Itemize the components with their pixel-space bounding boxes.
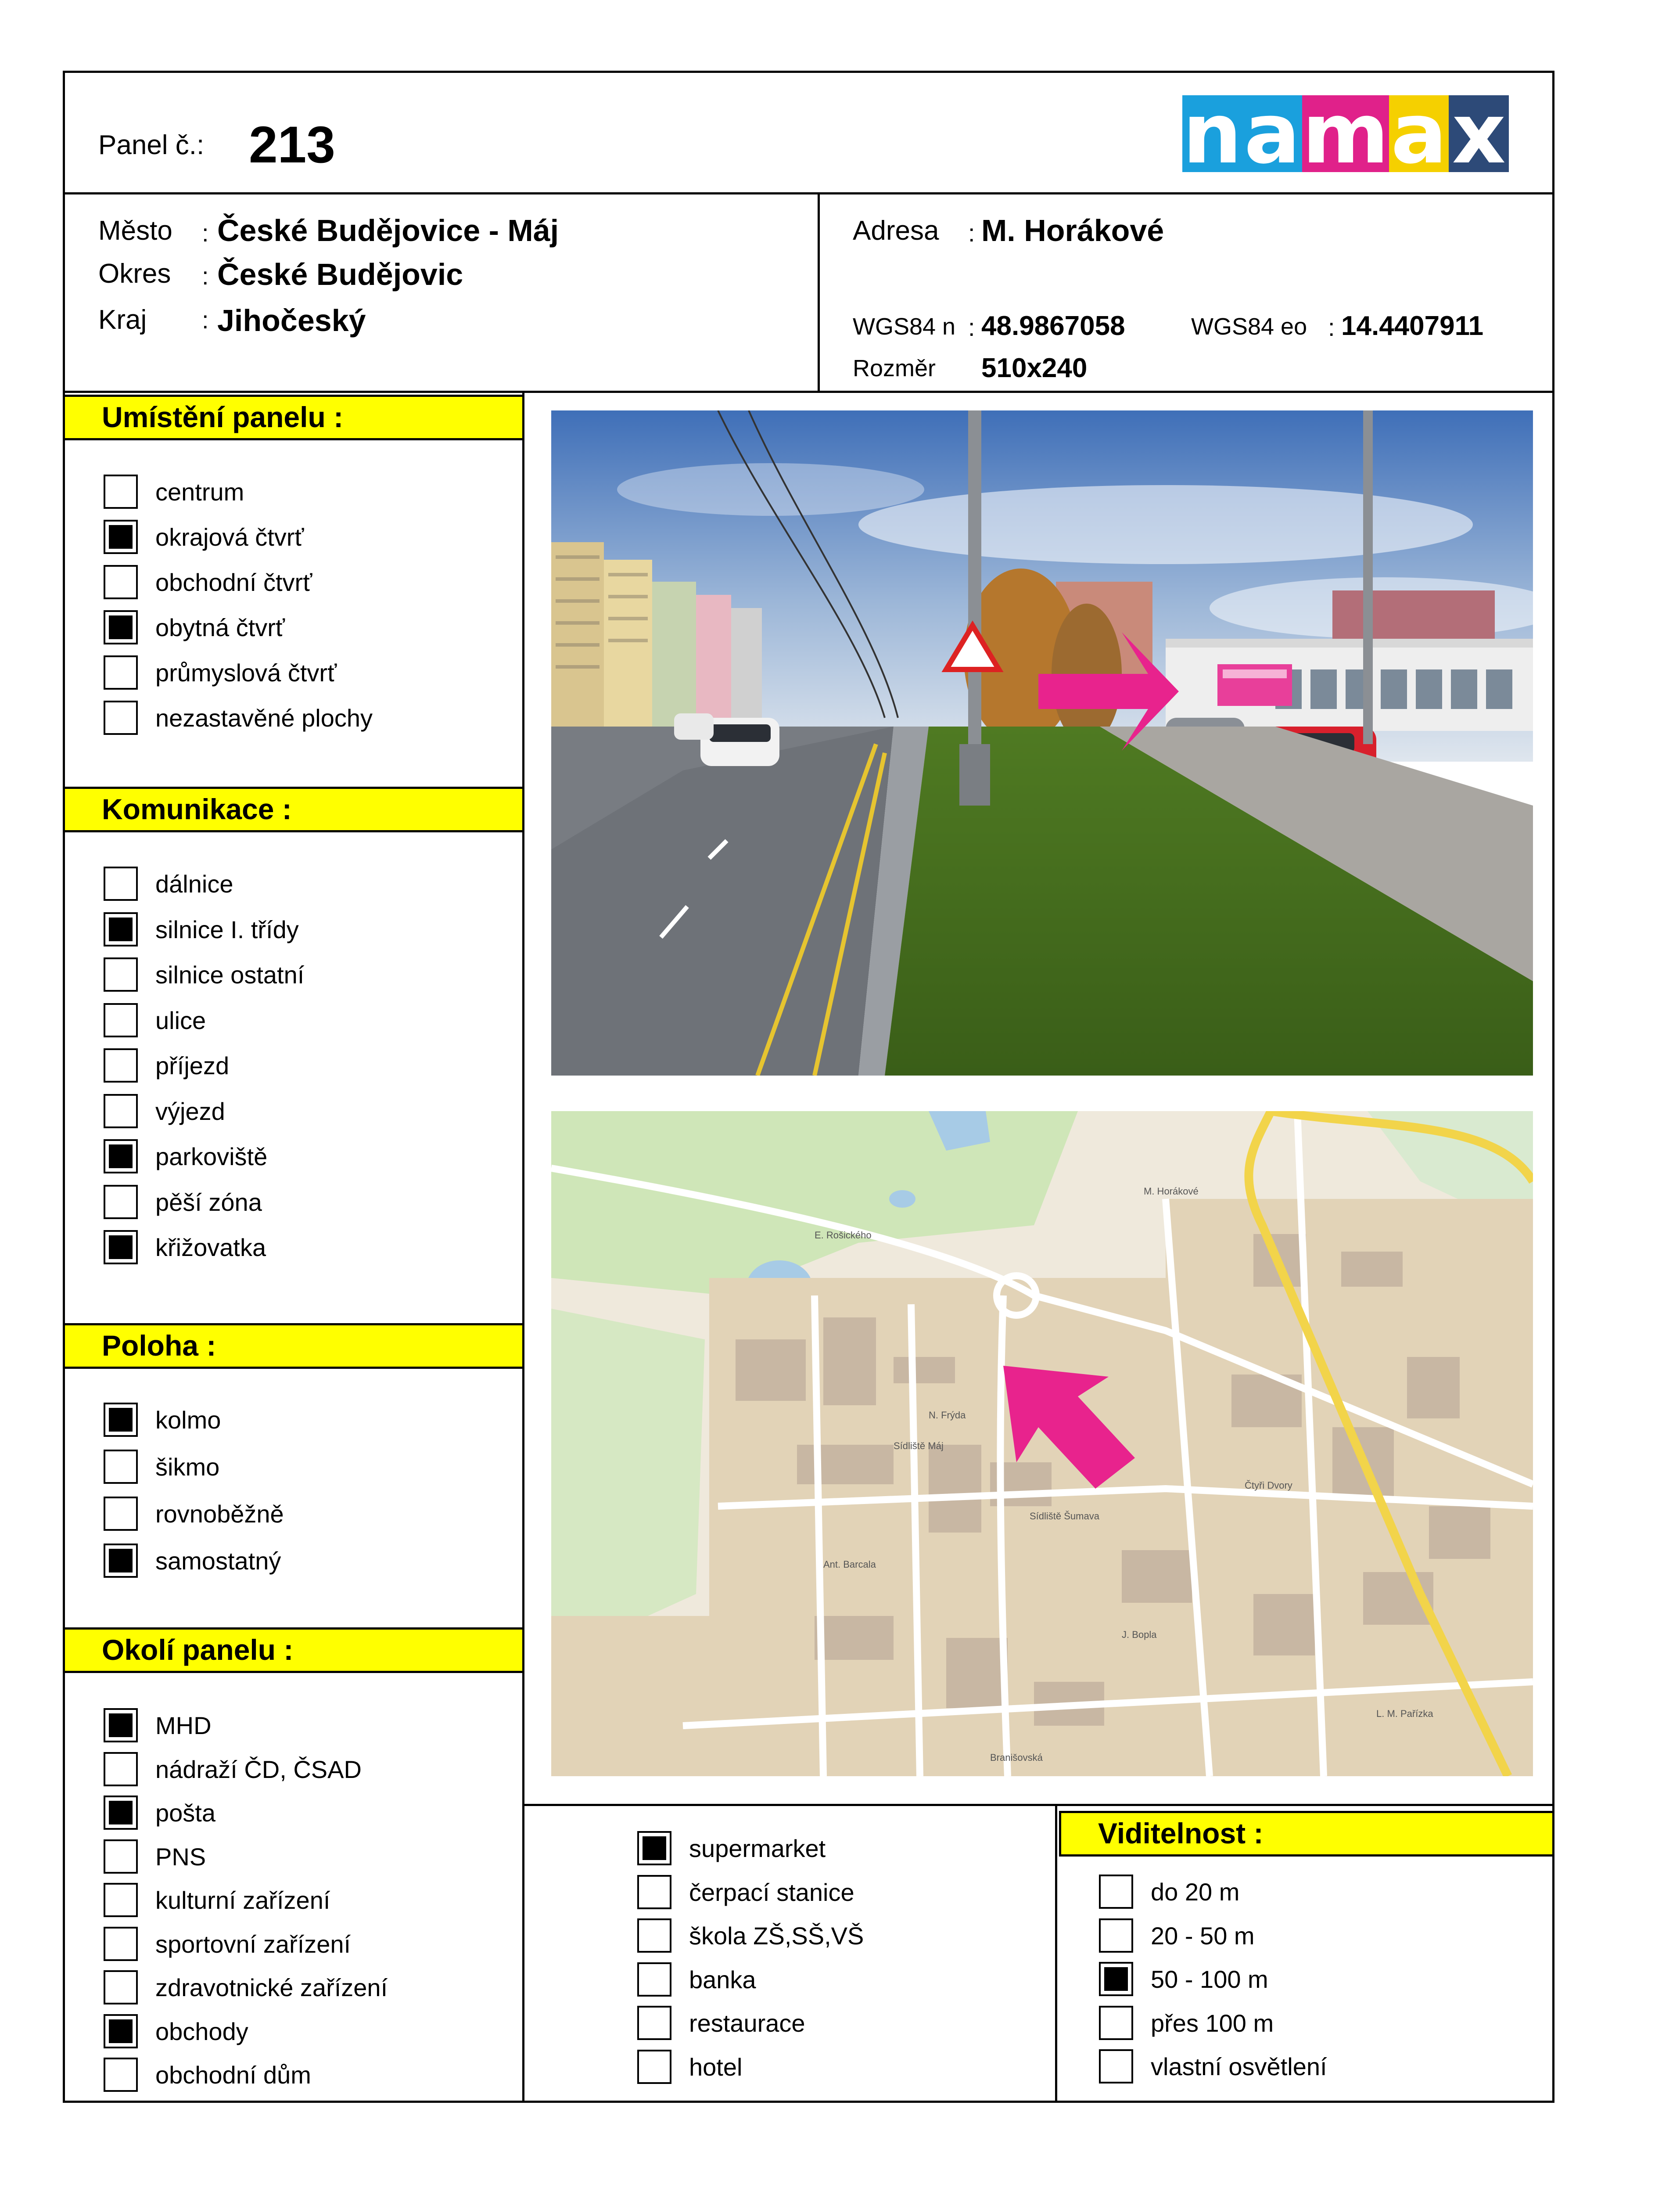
logo-letter: x [1449,95,1509,172]
komunikace-option[interactable] [104,912,299,947]
umisteni-option[interactable] [104,700,373,735]
logo-letter: a [1389,95,1449,172]
option-label: centrum [155,478,244,506]
komunikace-header: Komunikace : [63,787,524,832]
okoli-option[interactable] [104,1970,388,2005]
option-label: obchodní čtvrť [155,568,312,596]
colon: : [1328,313,1335,341]
komunikace-option[interactable] [104,1003,206,1038]
option-label: silnice I. třídy [155,915,299,943]
logo-letter: a [1242,95,1303,172]
okres-label: Okres [98,259,171,289]
unchecked-box[interactable] [637,1918,671,1953]
unchecked-box[interactable] [104,2058,138,2092]
option-label: zdravotnické zařízení [155,1973,388,2001]
unchecked-box[interactable] [104,475,138,509]
unchecked-box[interactable] [104,1497,138,1531]
unchecked-box[interactable] [104,1185,138,1219]
map-label: M. Horákové [1144,1186,1199,1197]
map-label: Ant. Barcala [823,1559,876,1570]
option-label: kolmo [155,1406,221,1434]
option-label: okrajová čtvrť [155,523,304,551]
unchecked-box[interactable] [104,1003,138,1037]
checked-box[interactable] [104,610,138,644]
okoli2-option[interactable] [637,1962,756,1997]
okoli2-option[interactable] [637,2005,805,2040]
option-label: dálnice [155,870,233,898]
kraj-label: Kraj [98,305,147,335]
checked-box[interactable] [1099,1962,1133,1996]
wgs-n-label: WGS84 n [853,313,956,340]
logo-letter: n [1182,85,1242,182]
mesto-value: České Budějovice - Máj [217,213,559,248]
option-label: pěší zóna [155,1188,262,1216]
map-label: Sídliště Šumava [1030,1511,1099,1522]
map-label: Sídliště Máj [894,1440,944,1451]
map-label: N. Frýda [929,1410,966,1421]
umisteni-option[interactable] [104,565,312,600]
location-map [551,1111,1533,1776]
checked-box[interactable] [104,1544,138,1578]
option-label: PNS [155,1842,206,1871]
checked-box[interactable] [104,1708,138,1742]
unchecked-box[interactable] [104,1970,138,2004]
poloha-option[interactable] [104,1543,281,1578]
wgs-eo-label: WGS84 eo [1191,313,1307,340]
option-label: výjezd [155,1097,225,1125]
okoli-option[interactable] [104,1795,215,1830]
unchecked-box[interactable] [104,1752,138,1786]
checked-box[interactable] [104,520,138,554]
colon: : [968,313,975,341]
viditelnost-option[interactable] [1099,1961,1268,1997]
billboard-photo [551,410,1533,1076]
option-label: parkoviště [155,1142,268,1170]
option-label: nádraží ČD, ČSAD [155,1755,362,1783]
form-frame [63,71,1554,2103]
okoli-option[interactable] [104,1882,330,1918]
komunikace-option[interactable] [104,866,233,901]
option-label: samostatný [155,1547,281,1575]
komunikace-option[interactable] [104,1230,266,1265]
option-label: křižovatka [155,1233,266,1261]
option-label: nezastavěné plochy [155,704,373,732]
option-label: sportovní zařízení [155,1930,351,1958]
unchecked-box[interactable] [104,1094,138,1128]
divider [522,391,524,2103]
option-label: banka [689,1965,756,1993]
map-label: Čtyři Dvory [1245,1480,1292,1491]
okoli-option[interactable] [104,1708,212,1743]
option-label: obytná čtvrť [155,613,285,641]
okres-value: České Budějovic [217,257,463,291]
okoli2-option[interactable] [637,1875,854,1910]
option-label: hotel [689,2053,743,2081]
panel-number: 213 [249,116,335,174]
unchecked-box[interactable] [1099,2006,1133,2040]
divider [818,192,820,392]
option-label: pošta [155,1799,215,1827]
unchecked-box[interactable] [104,1927,138,1961]
viditelnost-option[interactable] [1099,1874,1239,1909]
unchecked-box[interactable] [104,1048,138,1083]
okoli-header: Okolí panelu : [63,1627,524,1673]
poloha-option[interactable] [104,1496,284,1531]
option-label: ulice [155,1006,206,1034]
colon: : [968,219,975,247]
unchecked-box[interactable] [104,1839,138,1874]
unchecked-box[interactable] [104,1883,138,1917]
poloha-header: Poloha : [63,1323,524,1369]
option-label: rovnoběžně [155,1500,284,1528]
unchecked-box[interactable] [637,1962,671,1997]
map-label: J. Bopla [1122,1629,1157,1640]
umisteni-option[interactable] [104,474,244,509]
divider [522,1804,1554,1806]
unchecked-box[interactable] [637,2006,671,2040]
option-label: MHD [155,1711,212,1739]
divider [63,192,1554,194]
viditelnost-option[interactable] [1099,2005,1274,2040]
checked-box[interactable] [104,1139,138,1173]
unchecked-box[interactable] [104,957,138,992]
okoli-option[interactable] [104,1926,351,1961]
colon: : [202,262,209,290]
checked-box[interactable] [104,1230,138,1264]
checked-box[interactable] [637,1831,671,1865]
wgs-eo-value: 14.4407911 [1341,311,1484,341]
option-label: restaurace [689,2009,805,2037]
unchecked-box[interactable] [104,701,138,735]
viditelnost-header: Viditelnost : [1059,1811,1554,1857]
option-label: obchody [155,2017,248,2045]
option-label: čerpací stanice [689,1878,854,1906]
okoli2-option[interactable] [637,1831,826,1866]
umisteni-header: Umístění panelu : [63,395,524,440]
unchecked-box[interactable] [637,2050,671,2084]
adresa-label: Adresa [853,216,939,246]
komunikace-option[interactable] [104,1184,262,1220]
adresa-value: M. Horákové [981,213,1164,248]
okoli-option[interactable] [104,1752,362,1787]
komunikace-option[interactable] [104,1048,229,1083]
wgs-n-value: 48.9867058 [981,311,1125,341]
option-label: průmyslová čtvrť [155,658,337,687]
option-label: do 20 m [1151,1878,1240,1906]
unchecked-box[interactable] [104,1450,138,1484]
option-label: silnice ostatní [155,961,305,989]
unchecked-box[interactable] [104,565,138,599]
option-label: 50 - 100 m [1151,1965,1268,1993]
namax-logo [1182,85,1509,182]
option-label: přes 100 m [1151,2009,1274,2037]
checked-box[interactable] [104,1403,138,1437]
logo-letter: m [1302,85,1389,182]
umisteni-option[interactable] [104,655,337,690]
option-label: 20 - 50 m [1151,1922,1255,1950]
poloha-option[interactable] [104,1402,221,1437]
checked-box[interactable] [104,2014,138,2048]
viditelnost-option[interactable] [1099,2049,1327,2084]
okoli2-option[interactable] [637,1918,864,1953]
komunikace-option[interactable] [104,957,304,992]
mesto-label: Město [98,216,172,246]
kraj-value: Jihočeský [217,303,366,338]
okoli2-option[interactable] [637,2049,742,2084]
colon: : [202,219,209,247]
option-label: příjezd [155,1051,230,1080]
checked-box[interactable] [104,912,138,946]
unchecked-box[interactable] [104,867,138,901]
viditelnost-option[interactable] [1099,1918,1255,1953]
option-label: obchodní dům [155,2061,311,2089]
map-label: Branišovská [990,1752,1043,1763]
divider [63,391,1554,393]
colon: : [202,306,209,334]
komunikace-option[interactable] [104,1139,267,1174]
panel-label: Panel č.: [98,130,205,160]
option-label: škola ZŠ,SŠ,VŠ [689,1922,864,1950]
okoli-option[interactable] [104,1839,206,1874]
rozmer-value: 510x240 [981,353,1088,383]
okoli-option[interactable] [104,2014,248,2049]
umisteni-option[interactable] [104,610,285,645]
option-label: supermarket [689,1834,826,1862]
map-label: L. M. Pařízka [1376,1708,1433,1719]
poloha-option[interactable] [104,1449,219,1484]
unchecked-box[interactable] [1099,2049,1133,2083]
unchecked-box[interactable] [104,655,138,690]
rozmer-label: Rozměr [853,355,936,381]
unchecked-box[interactable] [1099,1918,1133,1953]
checked-box[interactable] [104,1796,138,1830]
option-label: šikmo [155,1453,220,1481]
option-label: vlastní osvětlení [1151,2052,1327,2080]
komunikace-option[interactable] [104,1094,225,1129]
okoli-option[interactable] [104,2057,311,2092]
unchecked-box[interactable] [637,1875,671,1909]
umisteni-option[interactable] [104,519,304,554]
map-label: E. Rošického [815,1230,872,1241]
divider [1055,1804,1057,2103]
unchecked-box[interactable] [1099,1875,1133,1909]
option-label: kulturní zařízení [155,1886,330,1914]
